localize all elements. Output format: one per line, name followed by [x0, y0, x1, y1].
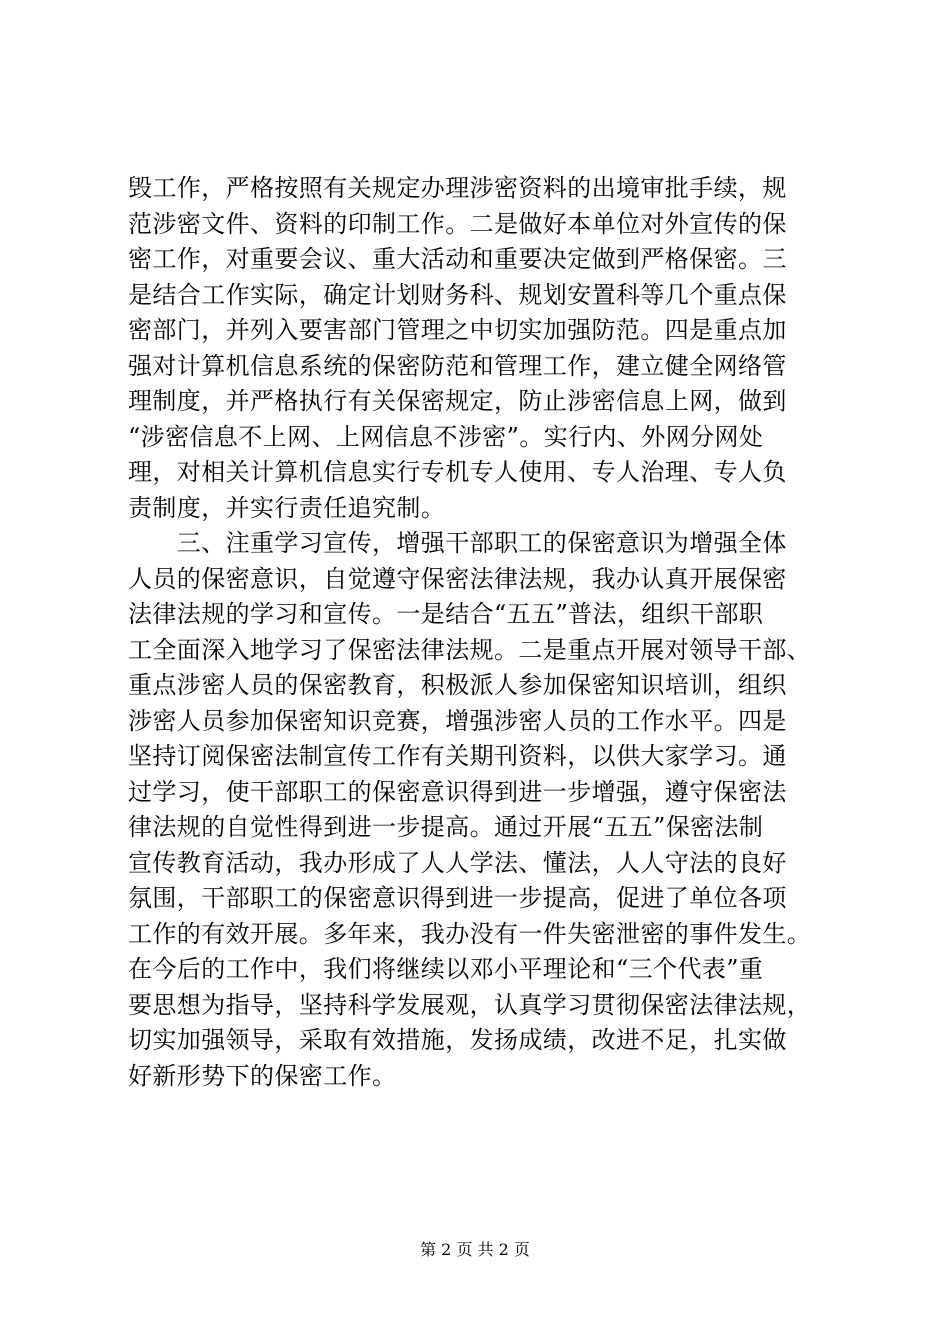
page-footer	[0, 1240, 950, 1260]
body-text	[128, 171, 828, 1094]
text-line: 要思想为指导，坚持科学发展观，认真学习贯彻保密法律法规，	[128, 990, 812, 1019]
text-line: 人员的保密意识，自觉遵守保密法律法规，我办认真开展保密	[128, 564, 787, 593]
text-line: 过学习，使干部职工的保密意识得到进一步增强，遵守保密法	[128, 777, 787, 806]
text-line: 坚持订阅保密法制宣传工作有关期刊资料，以供大家学习。通	[128, 742, 787, 770]
text-line: “涉密信息不上网、上网信息不涉密”。实行内、外网分网处	[128, 422, 764, 451]
page-number-label: 第 2 页 共 2 页	[420, 1240, 530, 1259]
text-line: 切实加强领导，采取有效措施，发扬成绩，改进不足，扎实做	[128, 1026, 787, 1054]
text-line: 工作的有效开展。多年来，我办没有一件失密泄密的事件发生。	[128, 919, 812, 948]
text-line: 涉密人员参加保密知识竞赛，增强涉密人员的工作水平。四是	[128, 706, 787, 735]
text-line: 氛围，干部职工的保密意识得到进一步提高，促进了单位各项	[128, 884, 787, 912]
text-line: 好新形势下的保密工作。	[128, 1061, 397, 1090]
text-line: 理，对相关计算机信息实行专机专人使用、专人治理、专人负	[128, 458, 787, 486]
text-line: 三、注重学习宣传，增强干部职工的保密意识为增强全体	[128, 529, 787, 557]
text-line: 在今后的工作中，我们将继续以邓小平理论和“三个代表”重	[128, 955, 764, 983]
text-line: 密工作，对重要会议、重大活动和重要决定做到严格保密。三	[128, 245, 787, 273]
text-line: 责制度，并实行责任追究制。	[128, 493, 446, 522]
text-line: 强对计算机信息系统的保密防范和管理工作，建立健全网络管	[128, 351, 787, 380]
text-line: 工全面深入地学习了保密法律法规。二是重点开展对领导干部、	[128, 635, 812, 664]
text-line: 密部门，并列入要害部门管理之中切实加强防范。四是重点加	[128, 316, 787, 344]
text-line: 律法规的自觉性得到进一步提高。通过开展“五五”保密法制	[128, 813, 764, 841]
text-line: 毁工作，严格按照有关规定办理涉密资料的出境审批手续，规	[128, 174, 787, 202]
text-line: 宣传教育活动，我办形成了人人学法、懂法，人人守法的良好	[128, 848, 787, 877]
text-line: 理制度，并严格执行有关保密规定，防止涉密信息上网，做到	[128, 387, 787, 415]
text-line: 重点涉密人员的保密教育，积极派人参加保密知识培训，组织	[128, 671, 787, 699]
text-line: 是结合工作实际，确定计划财务科、规划安置科等几个重点保	[128, 280, 787, 309]
text-line: 法律法规的学习和宣传。一是结合“五五”普法，组织干部职	[128, 600, 764, 628]
text-line: 范涉密文件、资料的印制工作。二是做好本单位对外宣传的保	[128, 209, 787, 238]
